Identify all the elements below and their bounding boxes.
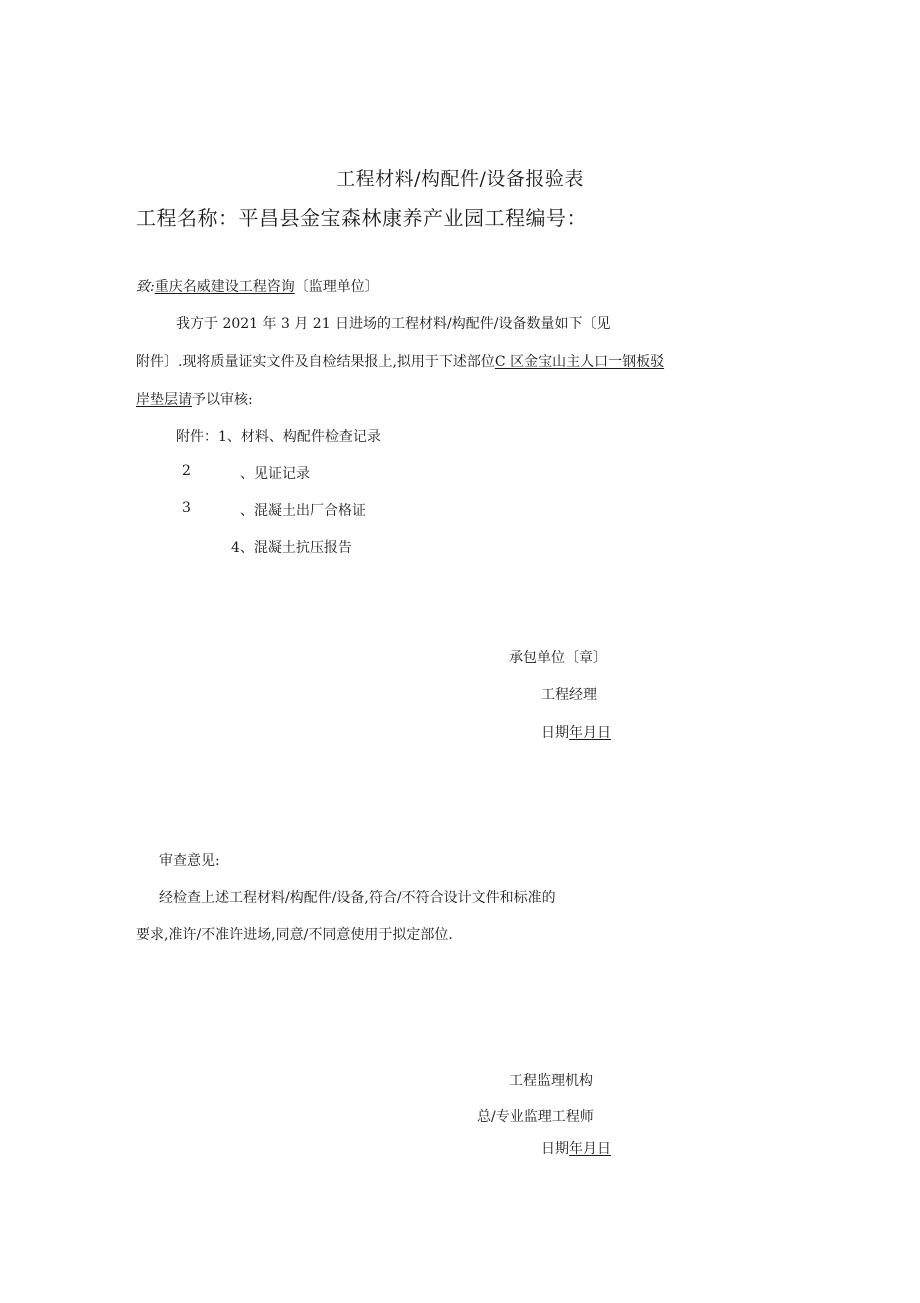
attachment-text: 、材料、构配件检查记录 (226, 429, 381, 445)
supervisor-engineer: 总/专业监理工程师 (477, 1109, 594, 1125)
project-name-line: 工程名称：平昌县金宝森林康养产业园工程编号： (136, 206, 587, 230)
attachment-text-2: 、见证记录 (240, 466, 310, 482)
attachment-item-1 (176, 426, 381, 446)
addressee-company: 重庆名威建设工程咨询 (154, 279, 295, 295)
addressee-line (136, 276, 379, 296)
date-label: 日期 (541, 725, 569, 741)
paragraph-line-2-text: 附件〕.现将质量证实文件及自检结果报上,拟用于下述部位 (136, 354, 495, 370)
paragraph-line-2 (136, 351, 664, 371)
addressee-prefix: 致: (136, 279, 155, 295)
paragraph-line-3 (136, 389, 253, 409)
installation-location-cont: 岸垫层请 (136, 392, 192, 408)
review-heading: 审查意见: (159, 853, 220, 869)
attachment-item-4 (231, 537, 352, 557)
supervisor-date (541, 1138, 611, 1158)
attachment-text-3: 、混凝土出厂合格证 (240, 503, 366, 519)
contractor-unit: 承包单位〔章〕 (509, 650, 607, 666)
date-value: 年月日 (569, 1141, 611, 1157)
attachment-text: 、混凝土抗压报告 (239, 540, 352, 556)
paragraph-line-1: 我方于 2021 年 3 月 21 日进场的工程材料/构配件/设备数量如下〔见 (176, 316, 611, 332)
attachment-num: 4 (231, 540, 240, 556)
review-line-1: 经检查上述工程材料/构配件/设备,符合/不符合设计文件和标准的 (159, 890, 556, 906)
contractor-manager: 工程经理 (541, 687, 597, 703)
review-line-2: 要求,准许/不准许进场,同意/不同意使用于拟定部位. (136, 927, 453, 943)
attachment-num: 1 (218, 429, 227, 445)
date-label: 日期 (541, 1141, 569, 1157)
date-value: 年月日 (569, 725, 611, 741)
attachment-num-3: 3 (182, 500, 191, 516)
form-title: 工程材料/构配件/设备报验表 (336, 168, 584, 190)
supervisor-org: 工程监理机构 (509, 1073, 593, 1089)
attachment-num-2: 2 (182, 463, 191, 479)
addressee-suffix: 〔监理单位〕 (294, 279, 379, 295)
contractor-date (541, 722, 611, 742)
installation-location: C 区金宝山主人口一钢板驳 (494, 354, 665, 370)
paragraph-line-3-text: 予以审核: (192, 392, 253, 408)
attachments-label: 附件： (176, 429, 218, 445)
